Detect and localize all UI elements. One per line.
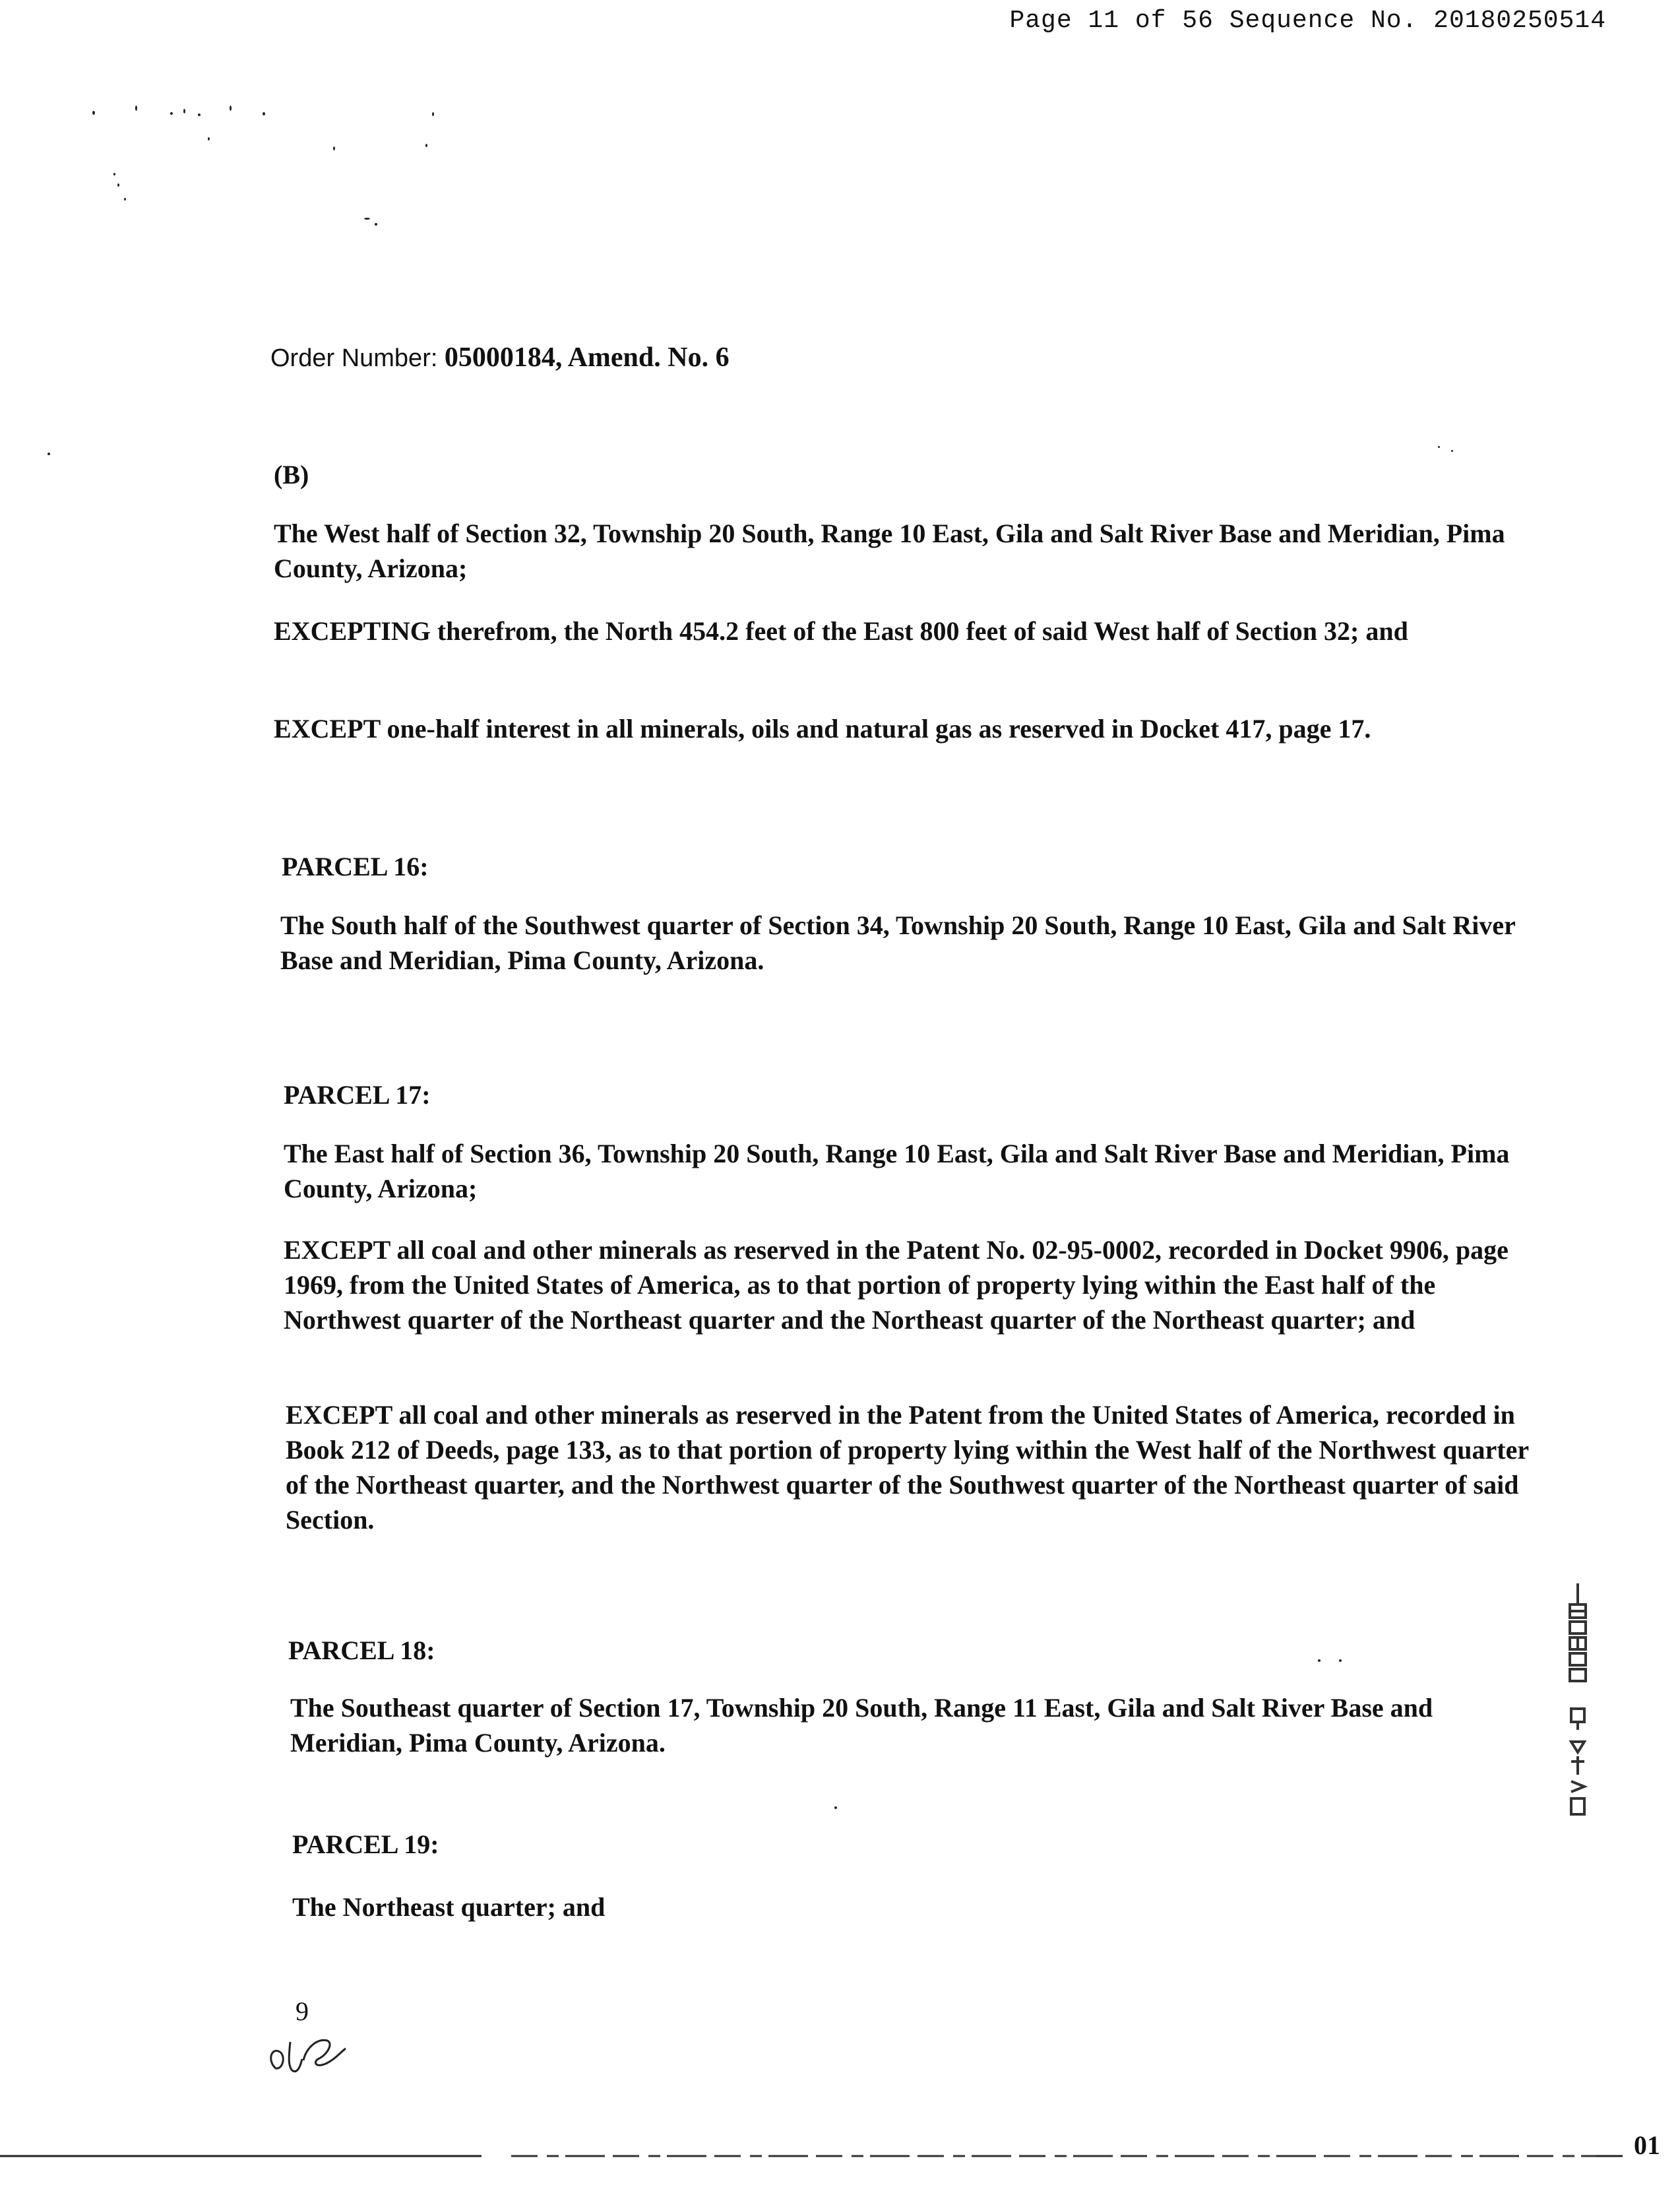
- order-number-value: 05000184, Amend. No. 6: [444, 342, 730, 373]
- page-sequence-header: Page 11 of 56 Sequence No. 20180250514: [1009, 7, 1606, 35]
- section-b-exception: EXCEPTING therefrom, the North 454.2 feet of the East 800 feet of said West half of Section 32; and: [274, 616, 1408, 646]
- parcel-17-exception-2: EXCEPT all coal and other minerals as reserved in the Patent from the United States of America, recorded in Book 212 of Deeds, page 133, as to that portion of property lying within the West half of the Northwest quarter of the Northeast quarter, and the Northwest quarter of the Southwest quarter of the Northeast quarter of said Section.: [286, 1400, 1529, 1535]
- section-b-heading: (B): [274, 460, 309, 490]
- parcel-16-description: The South half of the Southwest quarter of Section 34, Township 20 South, Range 10 East, Gila and Salt River Base and Meridian, Pima County, Arizona.: [280, 910, 1516, 975]
- order-number-label: Order Number:: [270, 344, 438, 372]
- parcel-17-description: The East half of Section 36, Township 20 South, Range 10 East, Gila and Salt River Base and Meridian, Pima County, Arizona;: [284, 1139, 1510, 1203]
- parcel-17-heading: PARCEL 17:: [284, 1080, 431, 1110]
- order-number-line: [270, 342, 730, 373]
- parcel-16-heading: PARCEL 16:: [282, 852, 429, 881]
- page-number: 9: [296, 1996, 309, 2026]
- handwritten-initials: [264, 2029, 356, 2088]
- section-b-mineral-exception: EXCEPT one-half interest in all minerals, oils and natural gas as reserved in Docket 417, page 17.: [274, 714, 1371, 744]
- parcel-18-heading: PARCEL 18:: [288, 1635, 435, 1665]
- parcel-17-exception-1: EXCEPT all coal and other minerals as reserved in the Patent No. 02-95-0002, recorded in Docket 9906, page 1969, from the United States of America, as to that portion of property lying within the East half of the Northwest quarter of the Northeast quarter and the Northeast quarter of the Northeast quarter; and: [284, 1235, 1509, 1335]
- corner-mark: 01: [1634, 2130, 1660, 2160]
- bottom-scan-rule: [0, 2151, 1680, 2164]
- parcel-19-heading: PARCEL 19:: [292, 1829, 439, 1859]
- parcel-19-description: The Northeast quarter; and: [292, 1892, 606, 1922]
- section-b-paragraph: The West half of Section 32, Township 20 South, Range 10 East, Gila and Salt River Base and Meridian, Pima County, Arizona;: [274, 519, 1505, 583]
- side-recording-stamp: [1565, 1577, 1591, 1841]
- parcel-18-description: The Southeast quarter of Section 17, Township 20 South, Range 11 East, Gila and Salt River Base and Meridian, Pima County, Arizona.: [290, 1693, 1433, 1758]
